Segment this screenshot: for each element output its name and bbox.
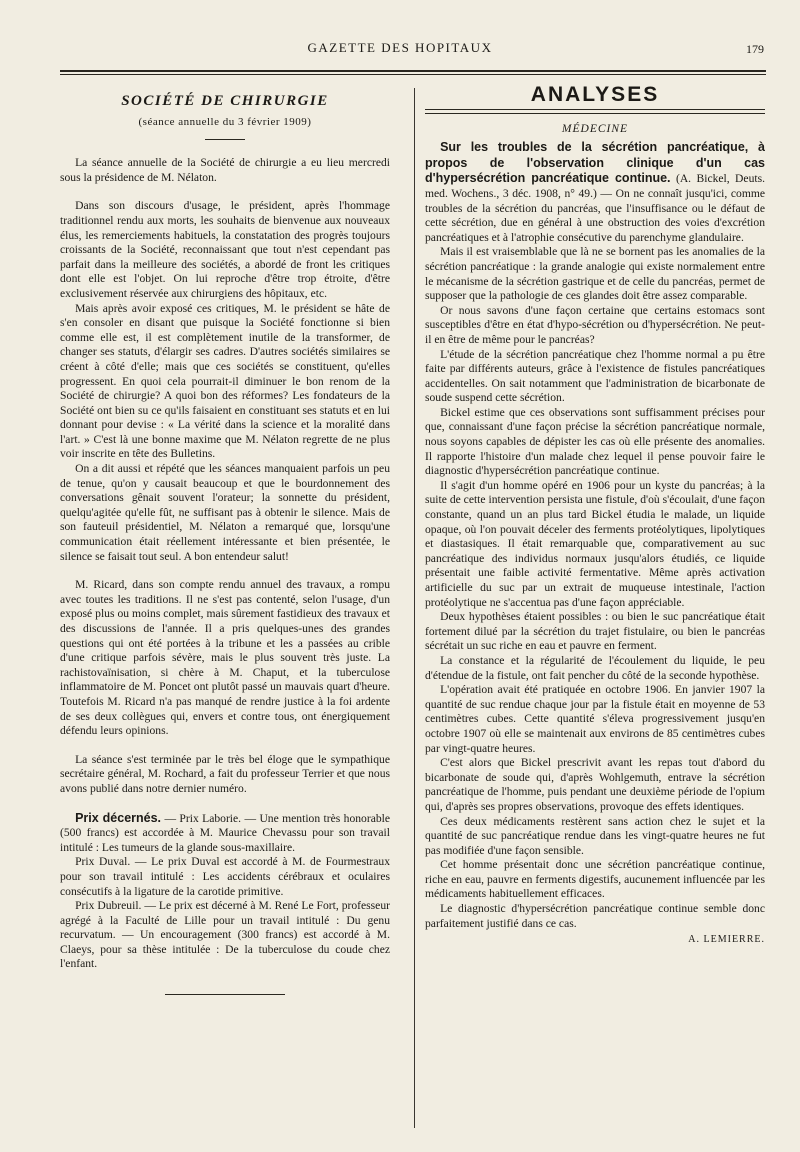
- prix-dubreuil: Prix Dubreuil. — Le prix est décerné à M. René Le Fort, professeur agrégé à la Faculté de Lille pour un travail intitulé : Du genu recurvatum. — Un encouragement (300 francs) est accordé à M. Claeys, pour sa thèse intitulée : De la tuberculose du coude chez l'enfant.: [60, 899, 390, 971]
- paragraph: Or nous savons d'une façon certaine que certains estomacs sont susceptibles d'être en état d'hypo-sécrétion ou d'hypersécrétion. Ne peut-il en être de même pour le pancréas?: [425, 303, 765, 346]
- analyses-title: ANALYSES: [530, 83, 660, 106]
- section-subtitle: (séance annuelle du 3 février 1909): [138, 115, 312, 128]
- left-column: [60, 88, 390, 995]
- paragraph: Deux hypothèses étaient possibles : ou bien le suc pancréatique était fortement dilué par la sécrétion du trajet fistulaire, ou bien le pancréas sécrétait un suc riche en eau et pauvre en ferment.: [425, 610, 765, 653]
- subsection-title: MÉDECINE: [561, 122, 629, 135]
- paragraph: Ces deux médicaments restèrent sans action chez le sujet et la quantité de suc pancréatique rendue dans les vingt-quatre heures ne fut pas modifiée d'une façon sensible.: [425, 814, 765, 857]
- section-title: SOCIÉTÉ DE CHIRURGIE: [121, 93, 329, 109]
- author-signature: A. LEMIERRE.: [688, 934, 765, 946]
- paragraph: La séance s'est terminée par le très bel éloge que le sympathique secrétaire général, M. Rochard, a fait du professeur Terrier et que nous avons publié dans notre dernier numéro.: [60, 752, 390, 795]
- prix-laborie: — Prix Laborie. — Une mention très honorable (500 francs) est accordée à M. Maurice Chevassu pour son travail intitulé : Les tumeurs de la glande sous-maxillaire.: [60, 811, 391, 854]
- prix-paragraph: [60, 811, 390, 856]
- paragraph: L'opération avait été pratiquée en octobre 1906. En janvier 1907 la quantité de suc rendue chaque jour par la fistule était en moyenne de 53 centimètres cubes. Cette quantité s'éleva progressivement jusqu'en octobre 1907 où elle se maintenait aux environs de 85 centimètres cubes par vingt-quatre heures.: [425, 683, 765, 755]
- article-lead: [425, 140, 765, 245]
- right-column: [425, 83, 765, 948]
- paragraph: Cet homme présentait donc une sécrétion pancréatique continue, riche en eau, pauvre en ferments digestifs, aucunement influencée par les médicaments habituellement efficaces.: [425, 858, 765, 901]
- paragraph: L'étude de la sécrétion pancréatique chez l'homme normal a pu être faite par différents auteurs, grâce à l'existence de fistules pancréatiques accidentelles. On sait notamment que l'administration de bicarbonate de soude suspend cette sécrétion.: [425, 347, 765, 405]
- prix-duval: Prix Duval. — Le prix Duval est accordé à M. de Fourmestraux pour son travail intitulé : Les accidents cérébraux et oculaires consécutifs à la ligature de la carotide primitive.: [60, 855, 390, 898]
- page-number: 179: [746, 42, 764, 56]
- paragraph: La constance et la régularité de l'écoulement du liquide, le peu d'étendue de la fistule, ont fait pencher du côté de la seconde hypothèse.: [425, 653, 765, 682]
- paragraph: Dans son discours d'usage, le président, après l'hommage traditionnel rendu aux morts, les souhaits de bienvenue aux nouveaux élus, les remerciements habituels, la constatation des progrès toujours croissants de la Société, reconnaissant que tout n'est cependant pas parfait dans la meilleure des sociétés, a abordé de front les critiques dont elle est l'objet. On lui reproche d'être trop étroite, d'être exclusivement réservée aux chirurgiens des hôpitaux, etc.: [60, 199, 390, 300]
- paragraph: La séance annuelle de la Société de chirurgie a eu lieu mercredi sous la présidence de M. Nélaton.: [60, 156, 390, 184]
- column-separator: [414, 88, 415, 1128]
- paragraph: Il s'agit d'un homme opéré en 1906 pour un kyste du pancréas; à la suite de cette intervention persista une fistule, d'où s'écoulait, d'une façon constante, quand un an plus tard Bickel étudia le malade, un liquide opaque, où l'on pouvait déceler des ferments protéolytiques, lipolytiques et diastasiques. Il était remarquable que, comparativement au suc pancréatique des individus normaux jusqu'alors étudiés, ce liquide présentait une faible activité fermentative. Même après activation artificielle du suc par un extrait de muqueuse intestinale, l'action protéolytique ne s'accentua pas d'une façon appréciable.: [425, 478, 765, 609]
- prix-lead: Prix décernés.: [75, 810, 162, 825]
- title-divider: [205, 139, 245, 140]
- paragraph: On a dit aussi et répété que les séances manquaient parfois un peu de tenue, qu'on y causait beaucoup et que le bourdonnement des conversations gênait souvent l'orateur; la sonnette du président, quelqu'agitée qu'elle fût, ne suffisant pas à obtenir le silence. Mais de son fauteuil présidentiel, M. Nélaton a remarqué que, lorsqu'une communication était réellement intéressante et bien présentée, le silence se faisait tout seul. A bon entendeur salut!: [60, 462, 390, 563]
- paragraph: Bickel estime que ces observations sont suffisamment précises pour que, connaissant d'une façon précise la sécrétion pancréatique normale, nous soyons capables de dépister les cas où elle présente des anomalies. Il rapporte l'histoire d'un malade chez lequel il pense pouvoir faire le diagnostic d'hypersécrétion pancréatique continue.: [425, 405, 765, 478]
- paragraph: Mais après avoir exposé ces critiques, M. le président se hâte de s'en consoler en disant que puisque la Société fonctionne si bien comme elle est, il est complètement inutile de la transformer, de changer ses statuts, d'élargir ses cadres. D'autres sociétés similaires se créent à côté d'elle; mais que ces sociétés se constituent, qu'elles progressent. En quoi cela pourrait-il diminuer le bon renom de la Société de chirurgie? A quoi bon des réformes? Les fondateurs de la Société ont bien su ce qu'ils faisaient en constituant ses statuts et en lui donnant pour devise : « La vérité dans la science et la moralité dans l'art. » C'est là une bonne maxime que M. Nélaton regrette de ne plus voir inscrite en tête des Bulletins.: [60, 301, 390, 461]
- end-divider: [165, 994, 285, 995]
- paragraph: Mais il est vraisemblable que là ne se bornent pas les anomalies de la sécrétion pancréatique : la grande analogie qui existe normalement entre le mécanisme de la sécrétion gastrique et de celle du pancréas, permet de supposer que la pathologie de ces glandes doit être assez comparable.: [425, 245, 765, 303]
- paragraph: Le diagnostic d'hypersécrétion pancréatique continue semble donc parfaitement justifié dans ce cas.: [425, 902, 765, 930]
- paragraph: C'est alors que Bickel prescrivit avant les repas tout d'abord du bicarbonate de soude qui, d'après Wohlgemuth, entrave la sécrétion pancréatique de l'homme, puis pendant une deuxième période de l'opium qui, d'après ses propres observations, provoque des effets identiques.: [425, 756, 765, 813]
- paragraph: M. Ricard, dans son compte rendu annuel des travaux, a rompu avec toutes les traditions. Il ne s'est pas contenté, selon l'usage, d'un exposé plus ou moins complet, mais sûrement fastidieux des travaux et des discussions de l'année. Il a pris quelques-unes des grandes questions qui ont été portées à la tribune et les a passées au crible d'une critique parfois sévère, mais le plus souvent très juste. La rachistovaïnisation, si chère à M. Chaput, et la tuberculose inflammatoire de M. Poncet ont plutôt passé un mauvais quart d'heure. Toutefois M. Ricard n'a pas manqué de rendre justice à la foi ardente de ses deux collègues qui, envers et contre tous, ont énergiquement défendu leurs opinions.: [60, 578, 390, 738]
- header-rule-thick: [60, 70, 766, 72]
- article-citation: (A. Bickel, Deuts. med. Wochens., 3 déc. 1908, n° 49.) — On ne connaît jusqu'ici, comme troubles de la sécrétion du pancréas, que l'insuffisance ou le défaut de cette sécrétion, due en général à une obstruction des voies d'excrétion pancréatiques et à l'atrophie consécutive du parenchyme glandulaire.: [425, 172, 765, 244]
- article-title: Sur les troubles de la sécrétion pancréatique, à propos de l'observation clinique d'un cas d'hypersécrétion pancréatique continue.: [425, 140, 765, 186]
- header-rule-thin: [60, 74, 766, 75]
- running-title: GAZETTE DES HOPITAUX: [307, 40, 493, 55]
- analyses-rule: [425, 109, 765, 114]
